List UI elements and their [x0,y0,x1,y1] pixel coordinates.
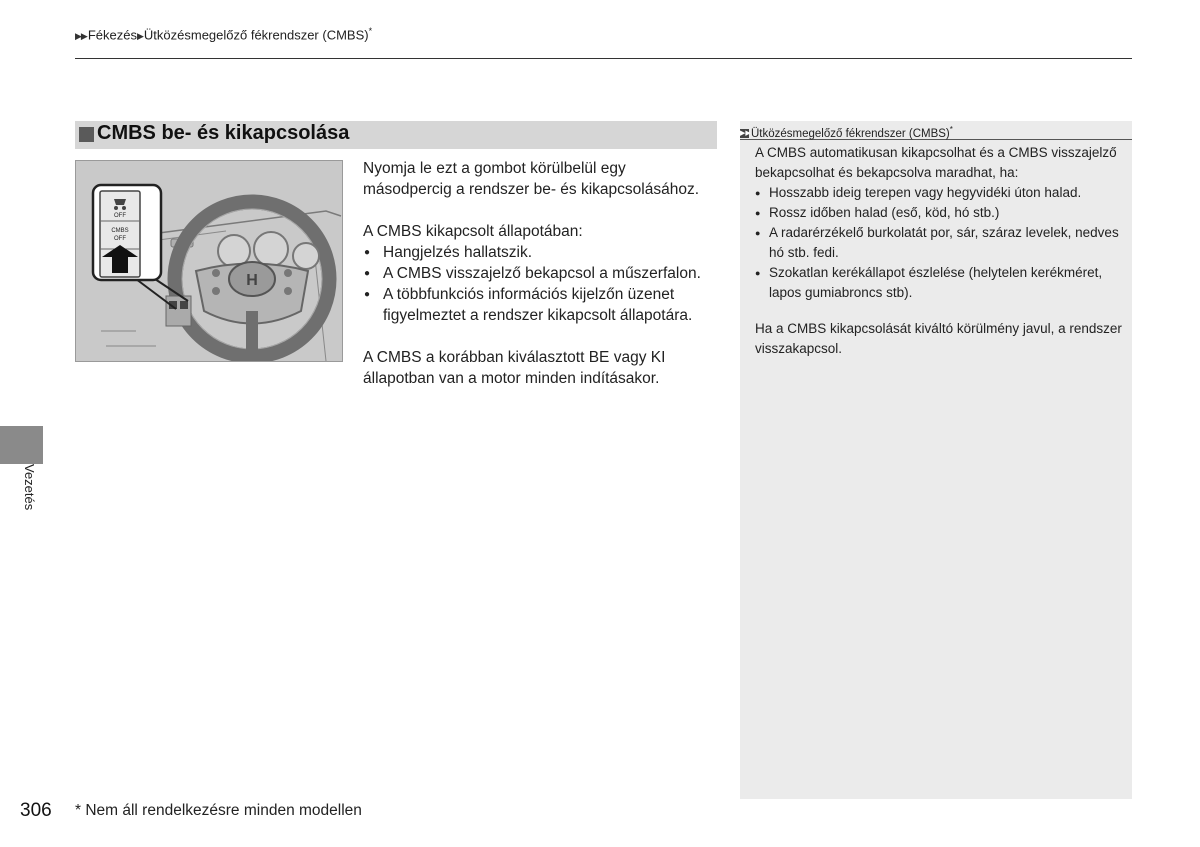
startup-paragraph: A CMBS a korábban kiválasztott BE vagy KI állapotban van a motor minden indításakor. [363,349,666,387]
cmbs-button-label: CMBS [111,228,129,234]
chapter-tab[interactable] [0,426,43,464]
svg-text:H: H [246,272,258,289]
list-item: ● Hosszabb ideig terepen vagy hegyvidéki úton halad. [755,183,1125,203]
section-header [75,121,717,149]
icon-off-label: OFF [114,213,126,219]
arrow-icon: ▶ [136,31,143,42]
page-number: 306 [20,800,52,821]
chapter-label: Vezetés [22,464,37,511]
list-item: ● Rossz időben halad (eső, köd, hó stb.) [755,203,1125,223]
double-arrow-icon: ▶▶ [75,31,87,42]
sidebar-note [740,121,1132,799]
sidebar-outro: Ha a CMBS kikapcsolását kiváltó körülmény javul, a rendszer visszakapcsol. [755,321,1122,356]
section-title: CMBS be- és kikapcsolása [97,122,350,144]
cmbs-button-off-label: OFF [114,236,126,242]
sidebar-header [740,121,1132,140]
off-state-list [363,242,713,326]
header-divider [75,58,1132,59]
sidebar-body [755,143,1125,359]
dashboard-illustration [75,160,343,362]
sidebar-title[interactable]: Ütközésmegelőző fékrendszer (CMBS) [751,127,950,140]
list-item: ● A CMBS visszajelző bekapcsol a műszerfalon. [363,263,713,284]
list-item: ● A radarérzékelő burkolatát por, sár, száraz levelek, nedves hó stb. fedi. [755,223,1125,263]
footnote: * Nem áll rendelkezésre minden modellen [75,802,362,819]
main-text [363,158,713,389]
sidebar-list [755,183,1125,303]
off-state-intro: A CMBS kikapcsolt állapotában: [363,223,583,240]
breadcrumb-item[interactable]: Fékezés [87,27,137,43]
breadcrumb [75,26,372,42]
section-square-icon [79,127,94,142]
asterisk-mark: * [368,26,373,36]
asterisk-mark: * [949,125,953,134]
breadcrumb-item[interactable]: Ütközésmegelőző fékrendszer (CMBS) [143,27,369,43]
sidebar-intro: A CMBS automatikusan kikapcsolhat és a CMBS visszajelző bekapcsolhat és bekapcsolva maradhat, ha: [755,145,1117,180]
steering-wheel-illustration [76,161,342,361]
list-item: ● Szokatlan kerékállapot észlelése (helytelen kerékméret, lapos gumiabroncs stb). [755,263,1125,303]
instruction-paragraph: Nyomja le ezt a gombot körülbelül egy másodpercig a rendszer be- és kikapcsolásához. [363,160,700,198]
list-item: ● Hangjelzés hallatszik. [363,242,713,263]
list-item: ● A többfunkciós információs kijelzőn üzenet figyelmeztet a rendszer kikapcsolt állapotára. [363,284,713,326]
reference-arrow-icon: ▶▶ [740,130,751,138]
